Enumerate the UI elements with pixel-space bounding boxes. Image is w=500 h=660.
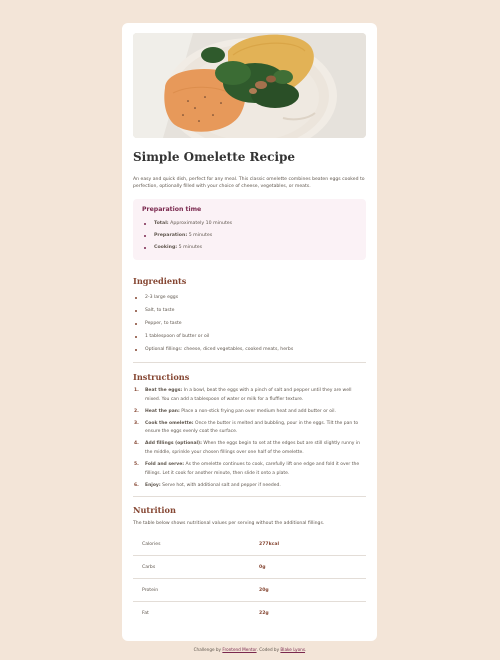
divider	[133, 496, 366, 497]
table-row	[133, 533, 366, 556]
nutrient-name: Calories	[133, 533, 259, 556]
step-text: In a bowl, beat the eggs with a pinch of salt and pepper until they are well mixed. You can add a tablespoon of water or milk for a fluffier texture.	[145, 388, 352, 402]
prep-item-preparation	[142, 230, 357, 242]
step-label: Cook the omelette:	[145, 420, 194, 426]
nutrient-value: 22g	[259, 610, 269, 616]
list-item: Optional fillings: cheese, diced vegetables, cooked meats, herbs	[133, 343, 366, 356]
preparation-time-box	[133, 199, 366, 260]
nutrient-value: 20g	[259, 579, 366, 602]
page-title: Simple Omelette Recipe	[133, 150, 296, 164]
instructions-list	[133, 387, 366, 490]
step-text: Serve hot, with additional salt and pepper if needed.	[160, 482, 281, 488]
list-item: Pepper, to taste	[133, 317, 366, 330]
preparation-time-list	[142, 218, 357, 254]
prep-item-label: Total:	[154, 221, 169, 226]
ingredients-list	[133, 291, 366, 356]
table-row	[133, 579, 366, 602]
attribution	[0, 647, 500, 653]
author-link[interactable]: Blake Lyons	[280, 647, 306, 652]
attribution-prefix: Challenge by	[193, 647, 223, 652]
instruction-step	[133, 482, 366, 491]
recipe-card	[122, 23, 377, 641]
prep-item-label: Cooking:	[154, 245, 178, 250]
omelette-photo	[133, 33, 366, 138]
nutrition-heading: Nutrition	[133, 505, 176, 516]
prep-item-value: Approximately 10 minutes	[168, 221, 233, 226]
step-label: Heat the pan:	[145, 408, 180, 414]
instruction-step	[133, 387, 366, 404]
preparation-time-heading: Preparation time	[142, 206, 202, 213]
list-item: 1 tablespoon of butter or oil	[133, 330, 366, 343]
attribution-suffix: .	[305, 647, 307, 652]
list-item: 2-3 large eggs	[133, 291, 366, 304]
instruction-step	[133, 420, 366, 437]
list-item: Salt, to taste	[133, 304, 366, 317]
nutrition-description: The table below shows nutritional values per serving without the additional fillings.	[133, 521, 325, 527]
table-row	[133, 556, 366, 579]
ingredients-heading: Ingredients	[133, 276, 187, 286]
nutrition-section	[133, 505, 366, 624]
nutrient-name: Fat	[142, 610, 149, 616]
prep-item-cooking	[142, 242, 357, 254]
ingredients-section	[133, 276, 366, 356]
step-label: Enjoy:	[145, 482, 161, 488]
step-label: Fold and serve:	[145, 462, 185, 468]
divider	[133, 362, 366, 363]
instruction-step	[133, 440, 366, 457]
table-row	[133, 602, 366, 625]
frontend-mentor-link[interactable]: Frontend Mentor	[222, 647, 257, 652]
recipe-intro: An easy and quick dish, perfect for any meal. This classic omelette combines beaten eggs cooked to perfection, optionally filled with your choice of cheese, vegetables, or meats.	[133, 177, 365, 189]
nutrient-name: Protein	[133, 579, 259, 602]
hero-image	[133, 33, 366, 138]
step-text: As the omelette continues to cook, carefully lift one edge and fold it over the fillings. Let it cook for another minute, then slide it onto a plate.	[145, 462, 360, 476]
instructions-heading: Instructions	[133, 372, 190, 382]
step-text: Place a non-stick frying pan over medium heat and add butter or oil.	[179, 408, 336, 414]
nutrient-value: 0g	[259, 556, 366, 579]
step-text: Once the butter is melted and bubbling, pour in the eggs. Tilt the pan to ensure the eggs evenly coat the surface.	[145, 420, 359, 435]
prep-item-value: 5 minutes	[187, 233, 213, 238]
step-label: Beat the eggs:	[145, 388, 183, 393]
nutrient-name: Carbs	[133, 556, 259, 579]
step-number: 3.	[134, 420, 139, 426]
step-number: 5.	[134, 462, 139, 468]
nutrition-table	[133, 533, 366, 624]
attribution-middle: . Coded by	[256, 647, 281, 652]
step-text: When the eggs begin to set at the edges but are still slightly runny in the middle, sprinkle your chosen fillings over one half of the omelette.	[145, 441, 361, 456]
instruction-step	[133, 408, 366, 417]
prep-item-total	[142, 218, 357, 230]
nutrient-value: 277kcal	[259, 533, 366, 556]
step-label: Add fillings (optional):	[145, 441, 202, 447]
step-number: 4.	[134, 441, 139, 447]
instructions-section	[133, 372, 366, 490]
step-number: 1.	[134, 388, 139, 393]
step-number: 6.	[134, 482, 139, 488]
step-number: 2.	[134, 408, 139, 414]
prep-item-value: 5 minutes	[177, 245, 203, 250]
prep-item-label: Preparation:	[154, 233, 188, 238]
instruction-step	[133, 461, 366, 478]
